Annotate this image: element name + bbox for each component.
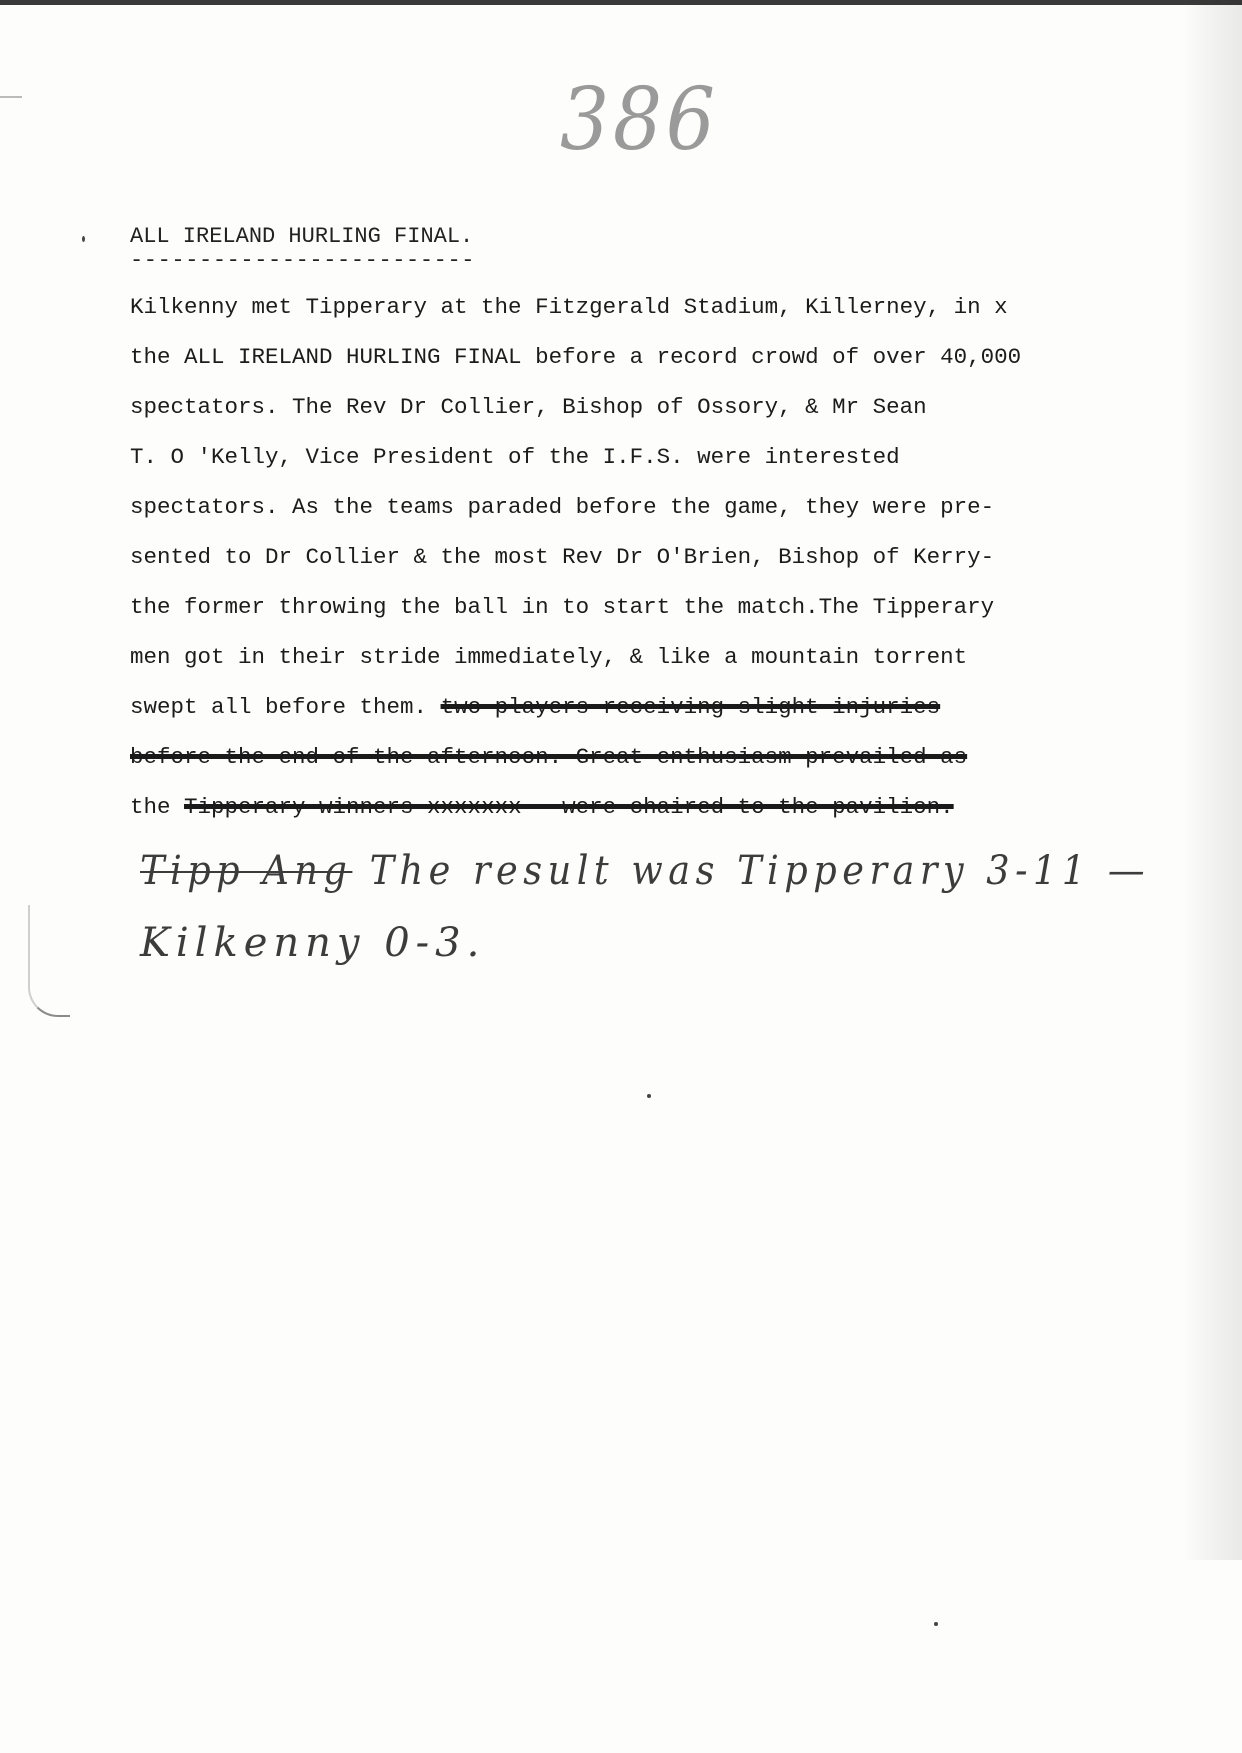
struck-text: Tipperary winners xxxxxxx were chaired to the pavilion.: [184, 794, 954, 820]
handwritten-struck-text: Tipp Ang: [140, 848, 353, 894]
page-number: 386: [560, 70, 719, 170]
text-line: [130, 644, 967, 670]
text-segment: spectators. As the teams paraded before the game, they were pre-: [130, 494, 995, 520]
margin-bracket: [28, 905, 70, 1017]
text-line: [130, 294, 1008, 320]
scan-top-edge: [0, 0, 1242, 5]
text-segment: spectators. The Rev Dr Collier, Bishop of Ossory, & Mr Sean: [130, 394, 927, 420]
text-segment: swept all before them.: [130, 694, 441, 720]
handwritten-line: [140, 848, 1150, 894]
text-segment: the ALL IRELAND HURLING FINAL before a record crowd of over 40,000: [130, 344, 1022, 370]
scan-shadow: [1182, 0, 1242, 1560]
handwritten-text: The result was Tipperary 3-11 —: [352, 848, 1150, 894]
text-line: [130, 494, 994, 520]
scan-speck: [934, 1622, 938, 1626]
text-segment: the: [130, 794, 185, 820]
text-segment: sented to Dr Collier & the most Rev Dr O'Brien, Bishop of Kerry-: [130, 544, 995, 570]
text-line: [130, 744, 967, 770]
handwritten-text: Kilkenny 0-3.: [140, 920, 486, 966]
scan-speck: [647, 1094, 651, 1098]
text-segment: the former throwing the ball in to start the match.The Tipperary: [130, 594, 995, 620]
text-segment: men got in their stride immediately, & like a mountain torrent: [130, 644, 968, 670]
scan-speck: [82, 236, 85, 242]
margin-tick: [0, 96, 22, 98]
heading-underline: -------------------------: [130, 248, 476, 273]
text-segment: Kilkenny met Tipperary at the Fitzgerald Stadium, Killerney, in x: [130, 294, 1008, 320]
text-line: [130, 444, 900, 470]
struck-text: before the end of the afternoon. Great enthusiasm prevailed as: [130, 744, 968, 770]
text-line: [130, 794, 954, 820]
struck-text: two players receiving slight injuries: [440, 694, 941, 720]
text-line: [130, 344, 1021, 370]
text-line: [130, 594, 994, 620]
handwritten-line: [140, 920, 485, 966]
text-line: [130, 394, 927, 420]
text-line: [130, 544, 994, 570]
text-segment: T. O 'Kelly, Vice President of the I.F.S. were interested: [130, 444, 900, 470]
text-line: [130, 694, 940, 720]
document-heading: ALL IRELAND HURLING FINAL.: [130, 224, 474, 249]
